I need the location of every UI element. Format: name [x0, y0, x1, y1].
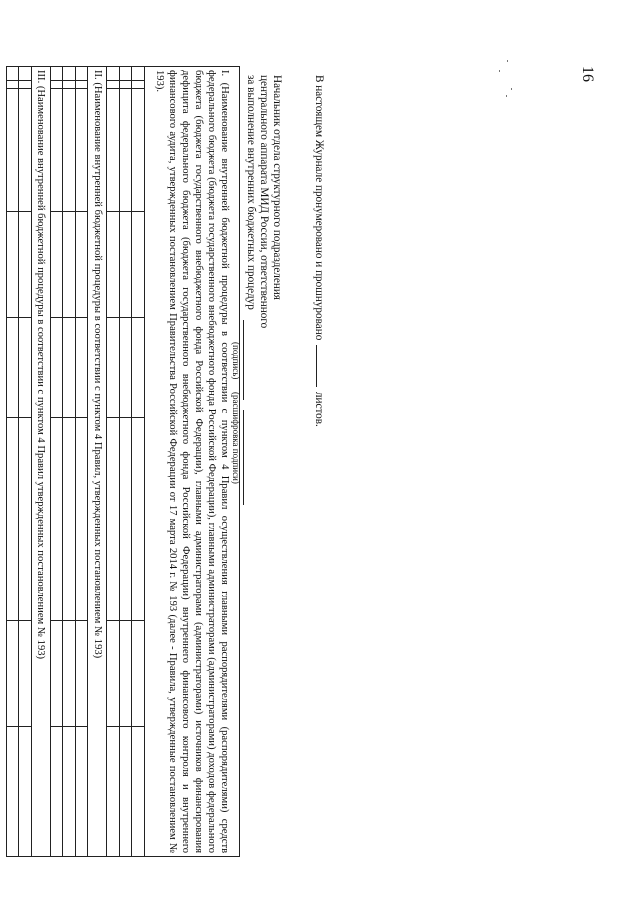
section-row [32, 67, 51, 857]
section-title: I. (Наименование внутренней бюджетной процедуры в соответствии с пунктом 4 Правил осуществления главными распорядителями (распорядителями) средств федерального бюджета (бюджета государственного внебюджетного фонда Российской Федерации), главными администраторами (администраторами) доходов федерального бюджета (бюджета государственного внебюджетного фонда Российской Федерации), главными администраторами (администраторами) источников финансирования дефицита федерального бюджета (бюджета государственного внебюджетного фонда Российской Федерации) внутреннего финансового контроля и внутреннего финансового аудита, утвержденных постановлением Правительства Российской Федерации от 17 марта 2014 г. № 193 (далее - Правила, утвержденные постановлением № 193). [145, 67, 240, 857]
page-number: 16 [579, 66, 596, 82]
sheet-count-blank [316, 345, 317, 387]
signature-caption: (подпись) [231, 342, 241, 380]
section-title: II. (Наименование внутренней бюджетной процедуры в соответствии с пунктом 4 Правил, утвержденных постановлением № 193) [88, 67, 107, 857]
section-title: III. (Наименование внутренней бюджетной процедуры в соответствии с пунктом 4 Правил утвержденных постановлением № 193) [32, 67, 51, 857]
head-title-line: Начальник отдела структурного подразделения [271, 75, 283, 300]
table-row [63, 67, 76, 857]
journal-statement-suffix: листов. [313, 391, 325, 427]
decoding-caption: (расшифровка подписи) [231, 392, 241, 484]
table-row [76, 67, 89, 857]
head-title-line: центрального аппарата МИД России, ответственного [258, 75, 270, 329]
journal-statement [313, 75, 325, 427]
table-row [107, 67, 120, 857]
table-row [120, 67, 133, 857]
head-title-line: за выполнение внутренних бюджетных процедур [245, 75, 257, 310]
table-row [7, 67, 20, 857]
table-row [19, 67, 32, 857]
section-row [88, 67, 107, 857]
scan-speck [511, 88, 512, 90]
scan-speck [506, 95, 507, 97]
journal-statement-text: В настоящем Журнале пронумеровано и прошнуровано [313, 75, 325, 341]
signature-line [243, 320, 244, 400]
journal-table [6, 66, 240, 857]
scan-speck [499, 70, 500, 72]
scan-speck [507, 60, 508, 62]
table-row [51, 67, 64, 857]
table-row [132, 67, 145, 857]
decoding-line [243, 410, 244, 505]
section-row [145, 67, 240, 857]
